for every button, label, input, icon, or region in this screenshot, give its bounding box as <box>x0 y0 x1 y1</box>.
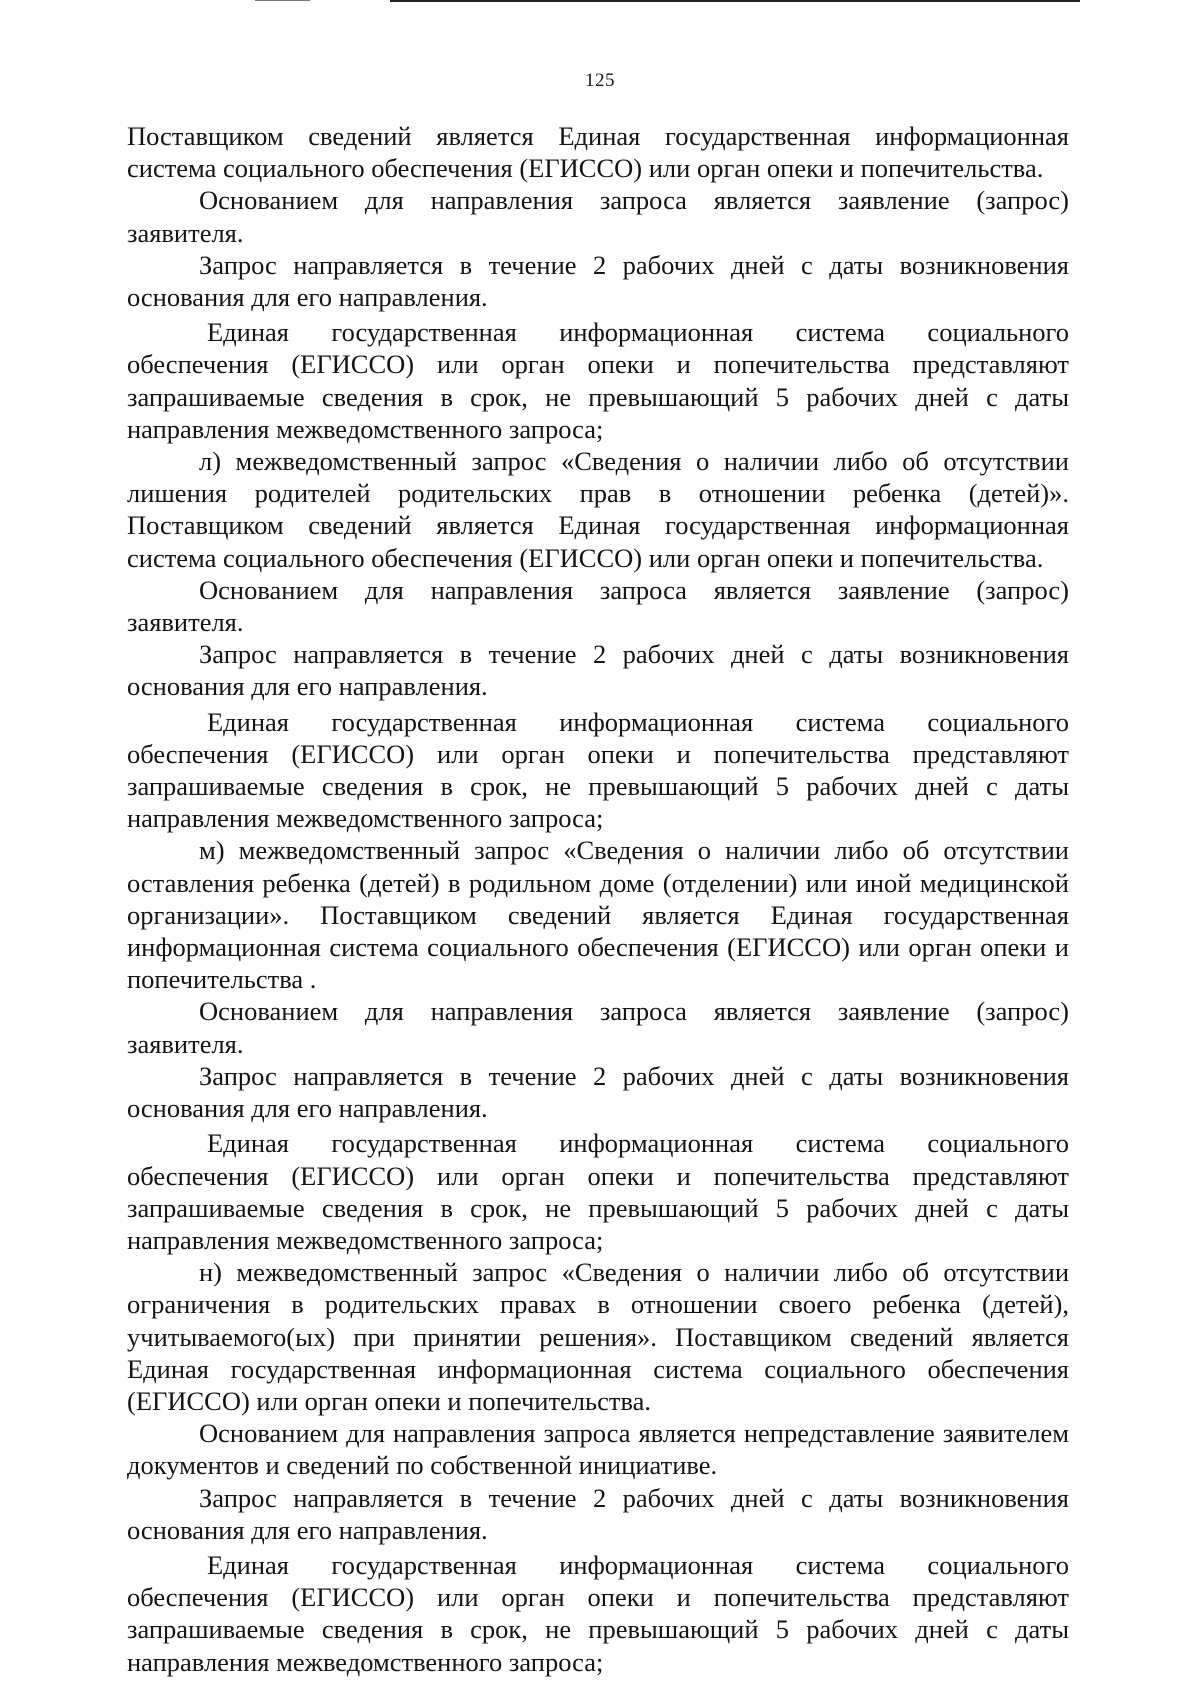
paragraph: Основанием для направления запроса является заявление (запрос) заявителя. <box>127 996 1069 1059</box>
paragraph: Единая государственная информационная система социального обеспечения (ЕГИССО) или орган опеки и попечительства представляют запрашиваемые сведения в срок, не превышающий 5 рабочих дней с даты направления межведомственного запроса; <box>127 1549 1069 1677</box>
paragraph: Единая государственная информационная система социального обеспечения (ЕГИССО) или орган опеки и попечительства представляют запрашиваемые сведения в срок, не превышающий 5 рабочих дней с даты направления межведомственного запроса; <box>127 317 1069 444</box>
page-number: 125 <box>585 70 615 91</box>
paragraph: Единая государственная информационная система социального обеспечения (ЕГИССО) или орган опеки и попечительства представляют запрашиваемые сведения в срок, не превышающий 5 рабочих дней с даты направления межведомственного запроса; <box>127 1128 1069 1255</box>
paragraph: Запрос направляется в течение 2 рабочих дней с даты возникновения основания для его направления. <box>127 1482 1069 1545</box>
list-item-l: л) межведомственный запрос «Сведения о наличии либо об отсутствии лишения родителей родительских прав в отношении ребенка (детей)». Поставщиком сведений является Единая государственная информационная система социального обеспечения (ЕГИССО) или орган опеки и попечительства. <box>127 446 1069 573</box>
document-body <box>127 120 1069 1678</box>
paragraph: Запрос направляется в течение 2 рабочих дней с даты возникновения основания для его направления. <box>127 639 1069 702</box>
scan-edge-mark <box>255 0 310 1</box>
paragraph: Единая государственная информационная система социального обеспечения (ЕГИССО) или орган опеки и попечительства представляют запрашиваемые сведения в срок, не превышающий 5 рабочих дней с даты направления межведомственного запроса; <box>127 706 1069 834</box>
paragraph: Поставщиком сведений является Единая государственная информационная система социального обеспечения (ЕГИССО) или орган опеки и попечительства. <box>127 121 1069 184</box>
paragraph: Основанием для направления запроса является заявление (запрос) заявителя. <box>127 574 1069 638</box>
list-item-m: м) межведомственный запрос «Сведения о наличии либо об отсутствии оставления ребенка (детей) в родильном доме (отделении) или иной медицинской организации». Поставщиком сведений является Единая государственная информационная система социального обеспечения (ЕГИССО) или орган опеки и попечительства . <box>127 835 1069 995</box>
paragraph: Основанием для направления запроса является непредставление заявителем документов и сведений по собственной инициативе. <box>127 1418 1069 1481</box>
paragraph: Основанием для направления запроса является заявление (запрос) заявителя. <box>127 185 1069 248</box>
paragraph: Запрос направляется в течение 2 рабочих дней с даты возникновения основания для его направления. <box>127 1060 1069 1124</box>
list-item-n: н) межведомственный запрос «Сведения о наличии либо об отсутствии ограничения в родительских правах в отношении своего ребенка (детей), учитываемого(ых) при принятии решения». Поставщиком сведений является Единая государственная информационная система социального обеспечения (ЕГИССО) или орган опеки и попечительства. <box>127 1257 1069 1416</box>
paragraph: Запрос направляется в течение 2 рабочих дней с даты возникновения основания для его направления. <box>127 249 1069 313</box>
scan-top-rule <box>390 0 1080 2</box>
